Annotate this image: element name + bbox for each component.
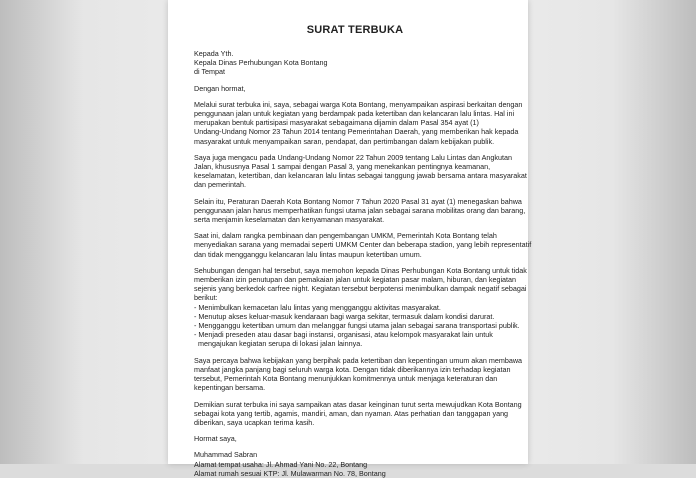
addressee (194, 49, 516, 77)
text-line: Melalui surat terbuka ini, saya, sebagai warga Kota Bontang, menyampaikan aspirasi berkaitan dengan (194, 99, 523, 109)
impact-list-item: - Menutup akses keluar-masuk kendaraan bagi warga sekitar, termasuk dalam kondisi darurat. (194, 311, 495, 321)
text-line: masyarakat untuk menyampaikan saran, pendapat, dan pertimbangan dalam kebijakan publik. (194, 136, 495, 146)
text-line: memberikan izin penutupan dan pemakaian jalan untuk kegiatan pasar malam, hiburan, dan kegiatan (194, 275, 517, 285)
text-line: Jalan, khususnya Pasal 1 sampai dengan Pasal 3, yang menekankan pentingnya keamanan, (194, 162, 491, 172)
impact-list-item: mengajukan kegiatan serupa di lokasi jalan lainnya. (194, 339, 363, 349)
paragraph-4 (194, 231, 532, 259)
text-line: sejenis yang berkedok carfree night. Kegiatan tersebut berpotensi menimbulkan dampak negatif sebagai (194, 284, 527, 294)
paragraph-6 (194, 355, 523, 393)
text-line: sebagai kota yang tertib, agamis, mandiri, aman, dan nyaman. Atas perhatian dan tanggapan yang (194, 408, 509, 418)
text-line: serta menjamin keselamatan dan kenyamanan masyarakat. (194, 215, 385, 225)
text-line: Saat ini, dalam rangka pembinaan dan pengembangan UMKM, Pemerintah Kota Bontang telah (194, 231, 497, 241)
text-line: dan pemerintah. (194, 180, 246, 190)
text-line: dan tidak mengganggu kelancaran lalu lintas maupun ketertiban umum. (194, 249, 422, 259)
letter-title: SURAT TERBUKA (306, 24, 404, 36)
impact-list-item: - Menimbulkan kemacetan lalu lintas yang mengganggu aktivitas masyarakat. (194, 302, 441, 312)
text-line: tersebut, Pemerintah Kota Bontang menunjukkan komitmennya untuk menjaga keteraturan dan (194, 374, 498, 384)
text-line: kepentingan bersama. (194, 383, 266, 393)
text-line: Demikian surat terbuka ini saya sampaikan atas dasar keinginan turut serta mewujudkan Kota Bontang (194, 399, 522, 409)
text-line: keselamatan, ketertiban, dan kelancaran lalu lintas sebagai tanggung jawab bersama antara masyarakat (194, 171, 527, 181)
addressee-line: Kepada Yth. (194, 49, 234, 58)
text-line: berikut: (194, 293, 218, 303)
addressee-line: Kepala Dinas Perhubungan Kota Bontang (194, 58, 328, 68)
business-address: Alamat tempat usaha: Jl. Ahmad Yani No. 22, Bontang (194, 459, 368, 469)
paragraph-5 (194, 265, 527, 349)
text-line: menyediakan sarana yang memadai seperti UMKM Center dan beberapa stadion, yang lebih representatif (194, 240, 532, 250)
text-line: Saya juga mengacu pada Undang-Undang Nomor 22 Tahun 2009 tentang Lalu Lintas dan Angkutan (194, 152, 512, 162)
addressee-line: di Tempat (194, 67, 226, 77)
text-line: Undang-Undang Nomor 23 Tahun 2014 tentang Pemerintahan Daerah, yang memberikan hak kepada (194, 127, 519, 137)
open-letter (194, 24, 532, 478)
text-line: Selain itu, Peraturan Daerah Kota Bontang Nomor 7 Tahun 2020 Pasal 31 ayat (1) menegaskan bahwa (194, 196, 522, 206)
greeting: Dengan hormat, (194, 83, 246, 93)
text-line: penggunaan jalan harus memperhatikan fungsi utama jalan sebagai sarana mobilitas orang dan barang, (194, 205, 526, 215)
paragraph-1 (194, 99, 523, 146)
closing: Hormat saya, (194, 434, 237, 444)
paragraph-2 (194, 152, 527, 190)
text-line: Saya percaya bahwa kebijakan yang berpihak pada ketertiban dan kepentingan umum akan membawa (194, 355, 523, 365)
text-line: manfaat jangka panjang bagi seluruh warga kota. Dengan tidak diberikannya izin terhadap kegiatan (194, 364, 511, 374)
home-address: Alamat rumah sesuai KTP: Jl. Mulawarman No. 78, Bontang (194, 468, 386, 478)
signature-block (194, 450, 516, 478)
text-line: merupakan bentuk partisipasi masyarakat sebagaimana dijamin dalam Pasal 354 ayat (1) (194, 118, 479, 128)
paragraph-3 (194, 196, 526, 225)
impact-list-item: - Menjadi preseden atau dasar bagi instansi, organisasi, atau kelompok masyarakat lain untuk (194, 330, 493, 340)
text-line: Sehubungan dengan hal tersebut, saya memohon kepada Dinas Perhubungan Kota Bontang untuk tidak (194, 265, 527, 275)
text-line: penggunaan jalan untuk kegiatan yang berdampak pada ketertiban dan kelancaran lalu lintas. Hal ini (194, 109, 515, 119)
text-line: diberikan, saya ucapkan terima kasih. (194, 417, 315, 427)
paragraph-7 (194, 399, 522, 428)
impact-list-item: - Mengganggu ketertiban umum dan melanggar fungsi utama jalan sebagai sarana transportasi publik. (194, 321, 520, 331)
signer-name: Muhammad Sabran (194, 450, 258, 460)
